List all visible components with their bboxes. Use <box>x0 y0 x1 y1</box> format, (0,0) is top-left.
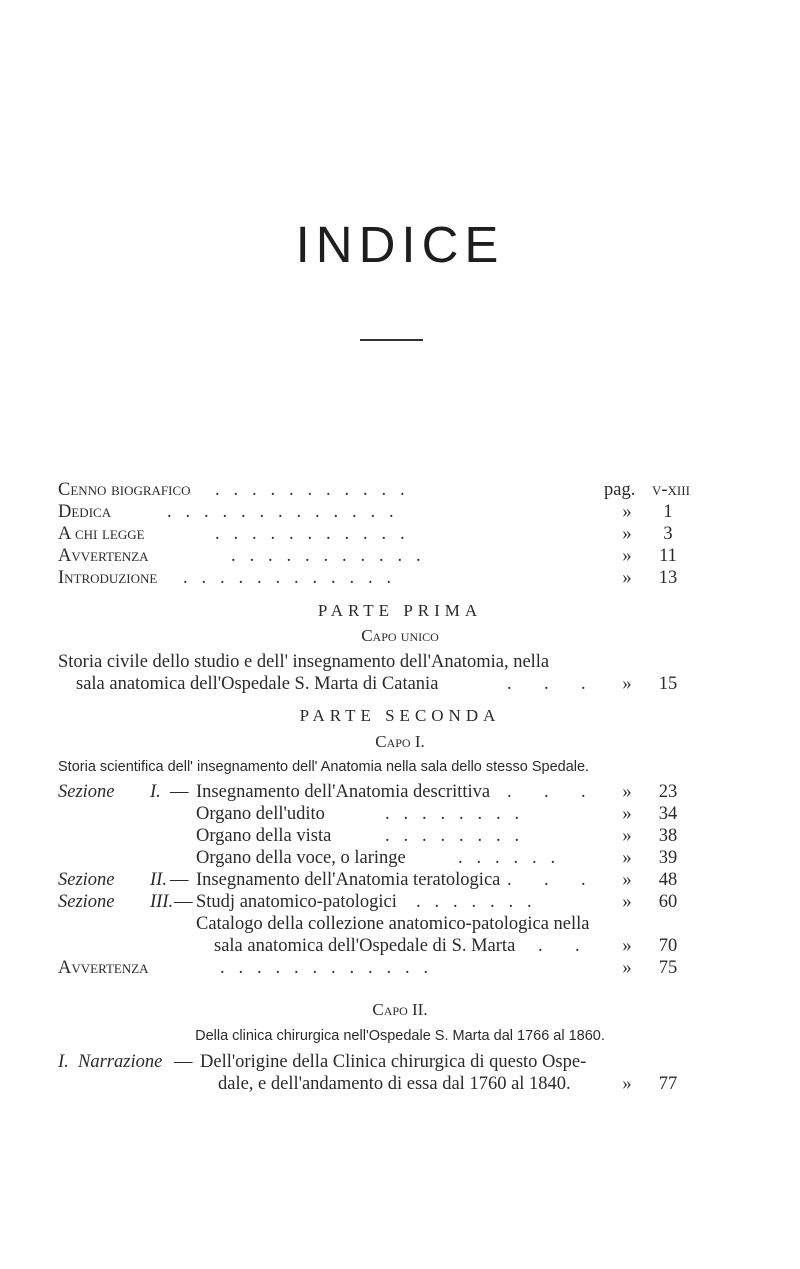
toc-page-number: 13 <box>658 568 678 588</box>
toc-page-number: 23 <box>658 782 678 802</box>
section-prefix: Narrazione <box>78 1052 163 1072</box>
toc-entry-label: Cenno biografico <box>58 480 191 500</box>
toc-entry-label: Introduzione <box>58 568 158 588</box>
chapter-subtitle: Della clinica chirurgica nell'Ospedale S. Marta dal 1766 al 1860. <box>195 1028 605 1044</box>
toc-entry-line[interactable]: dale, e dell'andamento di essa dal 1760 al 1840. <box>218 1074 571 1094</box>
chapter-heading: Capo unico <box>361 626 439 645</box>
toc-page-number: 34 <box>658 804 678 824</box>
leader-dots: . . . . . . . . . . . . <box>220 958 429 978</box>
toc-entry-line[interactable]: sala anatomica dell'Ospedale di S. Marta <box>214 936 516 956</box>
toc-page-number: 60 <box>658 892 678 912</box>
toc-entry-label: A chi legge <box>58 524 145 544</box>
toc-entry-label[interactable]: Organo della voce, o laringe <box>196 848 406 868</box>
toc-entry-label[interactable]: Studj anatomico-patologici <box>196 892 397 912</box>
toc-page-number: 75 <box>658 958 678 978</box>
leader-dots: . . . <box>507 782 586 802</box>
toc-entry[interactable] <box>58 524 145 545</box>
section-prefix: Sezione <box>58 870 115 890</box>
chapter-subtitle: Storia scientifica dell' insegnamento dell' Anatomia nella sala dello stesso Spedale. <box>58 759 590 775</box>
leader-dots: . . . <box>507 674 586 694</box>
page-title: INDICE <box>295 216 505 273</box>
part-heading: PARTE PRIMA <box>317 601 483 620</box>
chapter-heading: Capo I. <box>375 732 425 751</box>
toc-entry-label: Dedica <box>58 502 112 522</box>
ditto-mark: » <box>622 1074 632 1094</box>
leader-dots: . . . . . . . . . . . <box>231 546 421 566</box>
leader-dots: . . . <box>507 870 586 890</box>
toc-entry-label[interactable]: Organo della vista <box>196 826 332 846</box>
ditto-mark: » <box>622 936 632 956</box>
ditto-mark: » <box>622 870 632 890</box>
leader-dots: . . . . . . . . <box>385 804 520 824</box>
toc-page-number: 11 <box>659 546 677 566</box>
toc-entry[interactable] <box>58 870 115 891</box>
toc-entry[interactable] <box>58 958 149 979</box>
section-number: I. <box>58 1052 69 1072</box>
toc-page-number: 48 <box>658 870 678 890</box>
toc-entry-label: Avvertenza <box>58 958 149 978</box>
leader-dots: . . . . . . <box>458 848 556 868</box>
toc-page-number: 39 <box>658 848 678 868</box>
section-number: II. <box>150 870 167 890</box>
section-prefix: Sezione <box>58 782 115 802</box>
leader-dots: . . . . . . . . . . . <box>215 524 405 544</box>
toc-entry-label: Avvertenza <box>58 546 149 566</box>
toc-entry-line[interactable]: Dell'origine della Clinica chirurgica di questo Ospe- <box>200 1052 587 1072</box>
leader-dots: . . . . . . . . <box>385 826 520 846</box>
toc-entry[interactable] <box>58 892 115 913</box>
ditto-mark: » <box>622 502 632 522</box>
toc-entry[interactable] <box>58 782 115 803</box>
ditto-mark: » <box>622 804 632 824</box>
ditto-mark: » <box>622 826 632 846</box>
toc-entry-label[interactable]: Insegnamento dell'Anatomia descrittiva <box>196 782 491 802</box>
toc-page-number: 3 <box>663 524 673 544</box>
toc-entry[interactable] <box>58 502 111 523</box>
title-divider <box>360 339 423 341</box>
part-heading: PARTE SECONDA <box>299 706 501 725</box>
leader-dots: . . . . . . . . . . . <box>215 480 405 500</box>
leader-dots: . . . . . . . <box>416 892 532 912</box>
dash: — <box>170 870 189 890</box>
leader-dots: . . . . . . . . . . . . <box>183 568 392 588</box>
leader-dots: . . <box>538 936 580 956</box>
toc-page-number: 38 <box>658 826 678 846</box>
toc-page-number: 1 <box>663 502 673 522</box>
leader-dots: . . . . . . . . . . . . . <box>167 502 394 522</box>
ditto-mark: » <box>622 524 632 544</box>
toc-page-number: 77 <box>658 1074 678 1094</box>
toc-entry-line[interactable]: Storia civile dello studio e dell' insegnamento dell'Anatomia, nella <box>58 652 550 672</box>
chapter-heading: Capo II. <box>372 1000 428 1019</box>
ditto-mark: » <box>622 782 632 802</box>
toc-entry-label[interactable]: Insegnamento dell'Anatomia teratologica <box>196 870 501 890</box>
section-number: I. <box>150 782 161 802</box>
toc-page-number: 70 <box>658 936 678 956</box>
dash: — <box>170 782 189 802</box>
dash: — <box>174 1052 193 1072</box>
ditto-mark: » <box>622 568 632 588</box>
ditto-mark: » <box>622 674 632 694</box>
toc-entry[interactable] <box>58 546 149 567</box>
toc-entry[interactable] <box>58 480 191 501</box>
ditto-mark: » <box>622 848 632 868</box>
ditto-mark: » <box>622 958 632 978</box>
toc-entry[interactable] <box>58 568 157 589</box>
section-prefix: Sezione <box>58 892 115 912</box>
page-prefix: pag. <box>604 480 636 500</box>
toc-entry-line[interactable]: sala anatomica dell'Ospedale S. Marta di Catania <box>76 674 439 694</box>
toc-page-number: 15 <box>658 674 678 694</box>
dash: — <box>174 892 193 912</box>
toc-entry-label[interactable]: Organo dell'udito <box>196 804 325 824</box>
toc-entry-line[interactable]: Catalogo della collezione anatomico-patologica nella <box>196 914 590 934</box>
ditto-mark: » <box>622 892 632 912</box>
toc-page-number: v-xiii <box>652 480 690 500</box>
ditto-mark: » <box>622 546 632 566</box>
section-number: III. <box>150 892 174 912</box>
